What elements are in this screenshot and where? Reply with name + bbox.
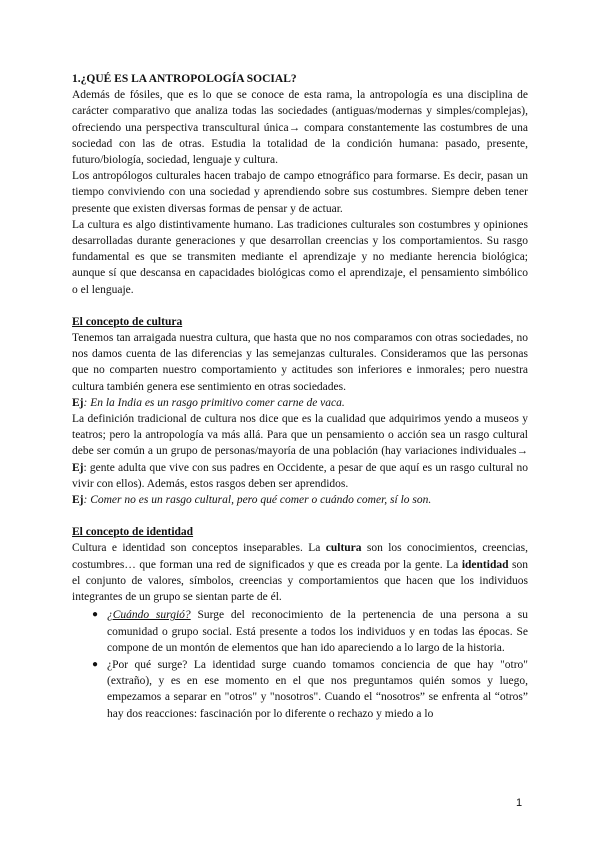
page-title: 1.¿QUÉ ES LA ANTROPOLOGÍA SOCIAL? — [72, 73, 297, 85]
list-item — [72, 657, 528, 722]
list-item — [72, 607, 528, 656]
bullet-text: Surge del reconocimiento de la pertenencia de una persona a su comunidad o grupo social. Está presente a todos los individuos y en todas las épocas. Se compone de un montón de elementos que han ido apareciendo a lo largo de la historia. — [107, 609, 529, 654]
example-text: : En la India es un rasgo primitivo comer carne de vaca. — [83, 396, 345, 409]
bullet-icon: ● — [92, 658, 99, 670]
example-label: Ej — [72, 494, 84, 507]
example-label: Ej — [72, 396, 84, 409]
bullet-text: ¿Por qué surge? La identidad surge cuando tomamos conciencia de que hay "otro" (extraño), y es en ese momento en el que nos preguntamos quién somos y luego, empezamos a separar en "otros" y "nosotros". Cuando el “nosotros” se enfrenta al “otros” hay dos reacciones: fascinación por lo diferente o rechazo y miedo a lo — [107, 658, 528, 720]
intro-paragraph-2: Los antropólogos culturales hacen trabajo de campo etnográfico para formarse. Es decir, pasan un tiempo conviviendo con una sociedad y aprendiendo sobre sus costumbres. Siempre deben tener presente que existen diversas formas de pensar y de actuar. — [72, 170, 528, 215]
intro-paragraph-1: Además de fósiles, que es lo que se conoce de esta rama, la antropología es una disciplina de carácter comparativo que analiza todas las sociedades (antiguas/modernas y simples/complejas), ofreciendo una perspectiva transcultural única→ compara constantemente las costumbres de una sociedad con las de otras. Estudia la totalidad de la condición humana: pasado, presente, futuro/biología, sociedad, lenguaje y cultura. — [72, 89, 528, 167]
term-cultura: cultura — [325, 542, 362, 555]
section-heading-identidad: El concepto de identidad — [72, 526, 194, 539]
identidad-bullet-list — [72, 607, 528, 721]
cultura-example-1 — [72, 395, 528, 411]
cultura-paragraph-2 — [72, 411, 528, 492]
bullet-icon: ● — [92, 609, 99, 621]
identidad-text-d: son el conjunto de valores, símbolos, creencias y comportamientos que hacen que los individuos integrantes de un grupo se sientan parte de él. — [72, 558, 529, 604]
cultura-paragraph-2-part-a: La definición tradicional de cultura nos dice que es la cualidad que adquirimos yendo a museos y teatros; pero la antropología va más allá. Para que un pensamiento o acción sea un rasgo cultural debe ser común a un grupo de personas/mayoría de una población (hay variaciones individuales→ — [72, 413, 528, 458]
term-identidad: identidad — [461, 558, 509, 571]
section-heading-cultura: El concepto de cultura — [72, 315, 183, 328]
page-number: 1 — [516, 797, 523, 809]
cultura-paragraph-2-part-b: : gente adulta que vive con sus padres en Occidente, a pesar de que aquí es un rasgo cultural no vivir con ellos). Además, estos rasgos deben ser aprendidos. — [72, 461, 528, 490]
example-text: : Comer no es un rasgo cultural, pero qué comer o cuándo comer, sí lo son. — [83, 494, 432, 507]
page-content — [72, 71, 528, 723]
identidad-text-c: son los conocimientos, creencias, costumbres… que forman una red de significados y que es creada por la gente. La — [72, 542, 528, 571]
identidad-text-a: Cultura e identidad son conceptos inseparables. La — [72, 542, 326, 555]
bullet-lead: ¿Cuándo surgió? — [107, 609, 191, 622]
cultura-paragraph-1: Tenemos tan arraigada nuestra cultura, que hasta que no nos comparamos con otras sociedades, no nos damos cuenta de las diferencias y las semejanzas culturales. Consideramos que las personas que no comparten nuestro comportamiento y actitudes son inferiores e inmorales; pero nuestra cultura también genera ese sentimiento en otras sociedades. — [72, 332, 528, 393]
cultura-example-2 — [72, 492, 528, 508]
inline-example-label: Ej — [72, 461, 84, 474]
identidad-paragraph-1 — [72, 540, 528, 605]
intro-paragraph-3: La cultura es algo distintivamente humano. Las tradiciones culturales son costumbres y opiniones desarrolladas durante generaciones y que desarrollan creencias y los comportamientos. Su rasgo fundamental es que se transmiten mediante el aprendizaje y no mediante herencia biológica; aunque sí que descansa en capacidades biológicas como el aprendizaje, el pensamiento simbólico o el lenguaje. — [72, 218, 528, 296]
